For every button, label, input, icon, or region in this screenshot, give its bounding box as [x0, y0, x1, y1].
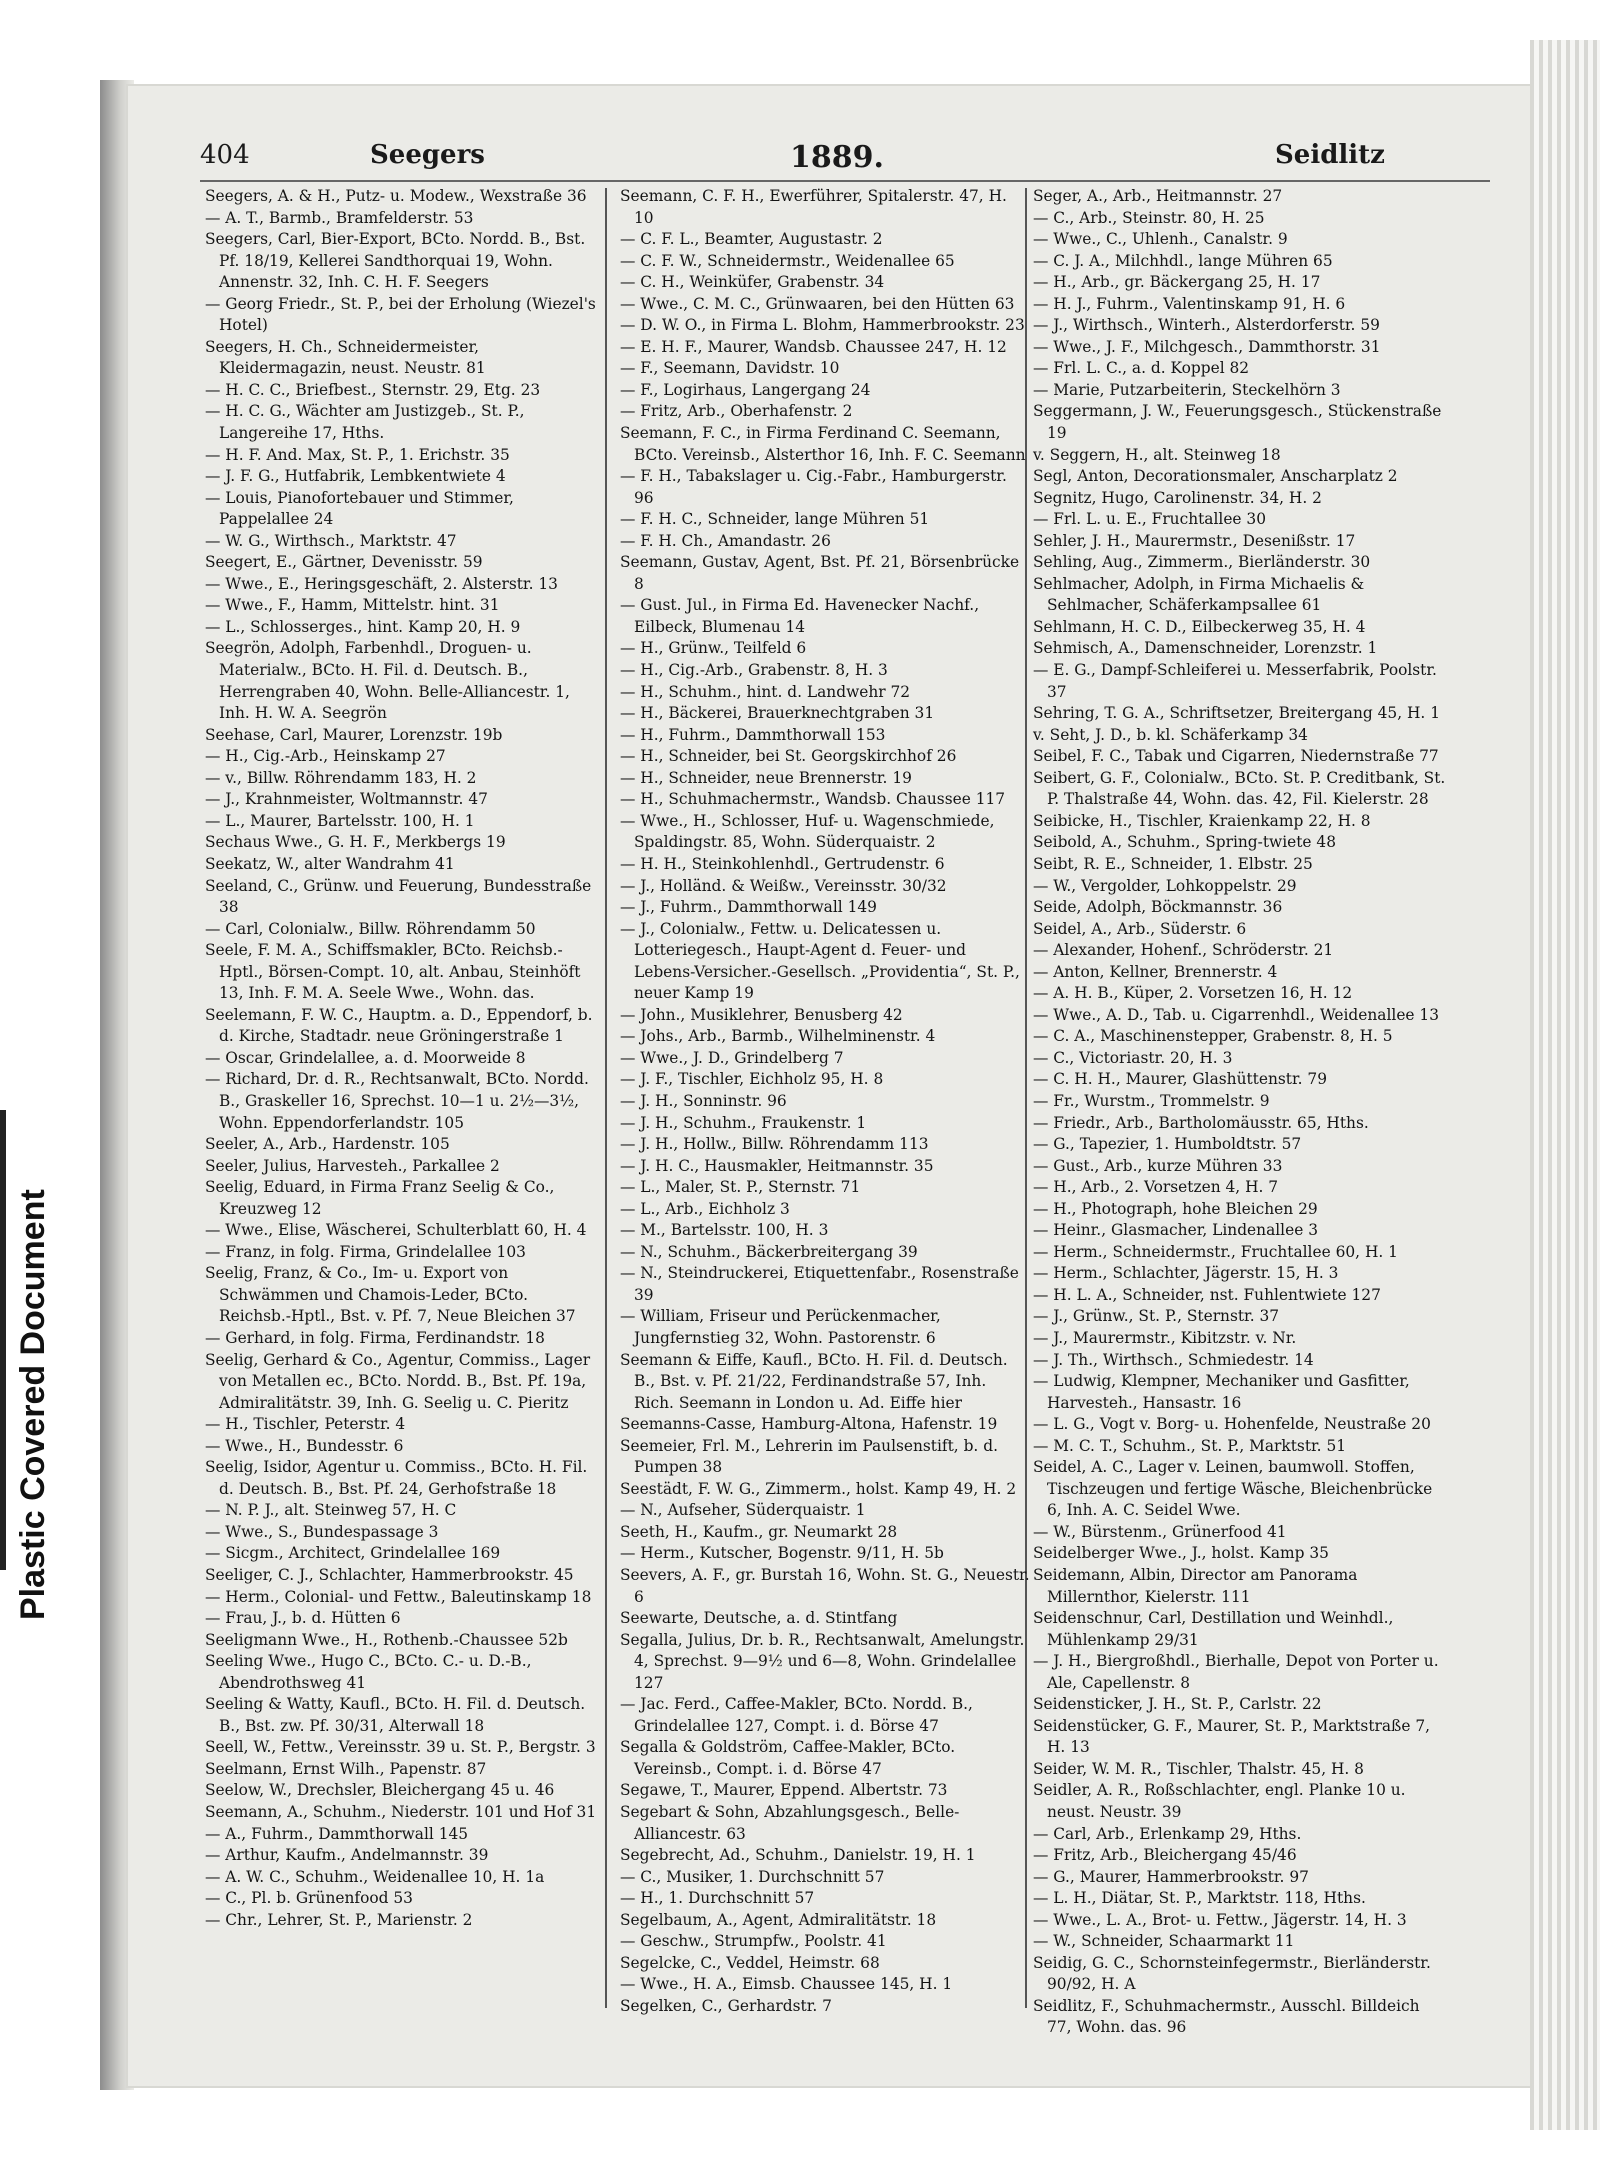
directory-entry: Seegers, Carl, Bier-Export, BCto. Nordd. B., Bst. Pf. 18/19, Kellerei Sandthorquai 19, Wohn. Annenstr. 32, Inh. C. H. F. Seegers [205, 230, 586, 292]
directory-entry: Seehase, Carl, Maurer, Lorenzstr. 19b [205, 725, 503, 744]
directory-entry: Seemann, C. F. H., Ewerführer, Spitalerstr. 47, H. 10 [620, 187, 1007, 227]
directory-entry: Sechaus Wwe., G. H. F., Merkbergs 19 [205, 833, 506, 852]
directory-entry: Seidensticker, J. H., St. P., Carlstr. 22 [1033, 1695, 1322, 1714]
directory-entry: — J. H. C., Hausmakler, Heitmannstr. 35 [620, 1156, 934, 1175]
directory-entry: v. Seht, J. D., b. kl. Schäferkamp 34 [1033, 725, 1308, 744]
directory-entry: — H., Schuhm., hint. d. Landwehr 72 [620, 682, 911, 701]
directory-entry: — Herm., Colonial- und Fettw., Baleutinskamp 18 [205, 1587, 592, 1606]
directory-entry: — H. L. A., Schneider, nst. Fuhlentwiete 127 [1033, 1285, 1381, 1304]
directory-entry: Seevers, A. F., gr. Burstah 16, Wohn. St. G., Neuestr. 6 [620, 1566, 1030, 1606]
right-running-head: Seidlitz [1275, 140, 1385, 170]
directory-entry: — Fr., Wurstm., Trommelstr. 9 [1033, 1091, 1270, 1110]
directory-entry: — Gust. Jul., in Firma Ed. Havenecker Nachf., Eilbeck, Blumenau 14 [620, 596, 980, 636]
directory-entry: Seeler, Julius, Harvesteh., Parkallee 2 [205, 1156, 500, 1175]
directory-entry: — M. C. T., Schuhm., St. P., Marktstr. 51 [1033, 1436, 1347, 1455]
directory-entry: Seemann, Gustav, Agent, Bst. Pf. 21, Börsenbrücke 8 [620, 553, 1020, 593]
directory-entry: Sehmisch, A., Damenschneider, Lorenzstr. 1 [1033, 639, 1378, 658]
directory-entry: Seidler, A. R., Roßschlachter, engl. Planke 10 u. neust. Neustr. 39 [1033, 1781, 1406, 1822]
directory-entry: Seeland, C., Grünw. und Feuerung, Bundesstraße 38 [205, 876, 592, 917]
directory-entry: — J. F. G., Hutfabrik, Lembkentwiete 4 [205, 467, 506, 486]
directory-entry: — A., Fuhrm., Dammthorwall 145 [205, 1824, 469, 1843]
column-rule-left [605, 188, 607, 2008]
directory-entry: — Johs., Arb., Barmb., Wilhelminenstr. 4 [620, 1027, 936, 1046]
directory-entry: — A. T., Barmb., Bramfelderstr. 53 [205, 208, 474, 227]
directory-entry: Seelig, Eduard, in Firma Franz Seelig & Co., Kreuzweg 12 [205, 1178, 555, 1218]
directory-entry: — John., Musiklehrer, Benusberg 42 [620, 1005, 903, 1024]
directory-entry: Seeliger, C. J., Schlachter, Hammerbrookstr. 45 [205, 1566, 574, 1584]
directory-entry: — Wwe., J. F., Milchgesch., Dammthorstr. 31 [1033, 337, 1381, 356]
directory-entry: — L., Maler, St. P., Sternstr. 71 [620, 1178, 861, 1197]
directory-entry: Segelbaum, A., Agent, Admiralitätstr. 18 [620, 1910, 937, 1929]
directory-entry: — L., Maurer, Bartelsstr. 100, H. 1 [205, 811, 475, 830]
side-label-edge [0, 1110, 6, 1570]
directory-entry: Segelken, C., Gerhardstr. 7 [620, 1996, 832, 2015]
directory-entry: Segebrecht, Ad., Schuhm., Danielstr. 19, H. 1 [620, 1846, 976, 1865]
directory-entry: Segawe, T., Maurer, Eppend. Albertstr. 73 [620, 1781, 948, 1800]
directory-entry: — Herm., Schlachter, Jägerstr. 15, H. 3 [1033, 1264, 1339, 1283]
directory-entry: — H. J., Fuhrm., Valentinskamp 91, H. 6 [1033, 294, 1346, 313]
directory-entry: Seibold, A., Schuhm., Spring-twiete 48 [1033, 833, 1337, 852]
directory-entry: Segl, Anton, Decorationsmaler, Anscharplatz 2 [1033, 467, 1398, 486]
directory-entry: — Jac. Ferd., Caffee-Makler, BCto. Nordd. B., Grindelallee 127, Compt. i. d. Börse 47 [620, 1695, 973, 1735]
directory-entry: — F., Seemann, Davidstr. 10 [620, 359, 840, 378]
directory-entry: — H., Arb., 2. Vorsetzen 4, H. 7 [1033, 1178, 1279, 1197]
directory-entry: — G., Tapezier, 1. Humboldtstr. 57 [1033, 1135, 1302, 1154]
directory-entry: — Herm., Schneidermstr., Fruchtallee 60, H. 1 [1033, 1242, 1398, 1261]
directory-entry: Seeth, H., Kaufm., gr. Neumarkt 28 [620, 1522, 898, 1541]
directory-entry: — Wwe., F., Hamm, Mittelstr. hint. 31 [205, 596, 500, 615]
directory-entry: Sehlmann, H. C. D., Eilbeckerweg 35, H. 4 [1033, 617, 1366, 636]
directory-entry: Segalla & Goldström, Caffee-Makler, BCto. Vereinsb., Compt. i. d. Börse 47 [620, 1738, 956, 1778]
directory-entry: — Wwe., L. A., Brot- u. Fettw., Jägerstr. 14, H. 3 [1033, 1910, 1407, 1929]
directory-entry: — Wwe., Elise, Wäscherei, Schulterblatt 60, H. 4 [205, 1221, 587, 1240]
directory-entry: — J., Maurermstr., Kibitzstr. v. Nr. [1033, 1328, 1297, 1347]
directory-entry: Seeling Wwe., Hugo C., BCto. C.- u. D.-B., Abendrothsweg 41 [205, 1652, 532, 1692]
directory-entry: — F. H., Tabakslager u. Cig.-Fabr., Hamburgerstr. 96 [620, 467, 1007, 507]
directory-entry: — E. G., Dampf-Schleiferei u. Messerfabrik, Poolstr. 37 [1033, 661, 1437, 701]
directory-entry: — Geschw., Strumpfw., Poolstr. 41 [620, 1932, 887, 1951]
directory-entry: — C. A., Maschinenstepper, Grabenstr. 8, H. 5 [1033, 1027, 1393, 1046]
directory-entry: — J., Holländ. & Weißw., Vereinsstr. 30/32 [620, 876, 947, 895]
directory-entry: — Wwe., H. A., Eimsb. Chaussee 145, H. 1 [620, 1975, 953, 1994]
directory-entry: — Georg Friedr., St. P., bei der Erholung (Wiezel's Hotel) [205, 294, 596, 335]
directory-entry: — Oscar, Grindelallee, a. d. Moorweide 8 [205, 1048, 526, 1067]
directory-entry: — H., Bäckerei, Brauerknechtgraben 31 [620, 704, 935, 723]
directory-entry: — C., Pl. b. Grünenfood 53 [205, 1889, 413, 1908]
directory-entry: — J. F., Tischler, Eichholz 95, H. 8 [620, 1070, 884, 1089]
directory-entry: — L., Schlosserges., hint. Kamp 20, H. 9 [205, 617, 521, 636]
year-heading: 1889. [790, 140, 884, 175]
directory-entry: — W. G., Wirthsch., Marktstr. 47 [205, 531, 457, 550]
directory-entry: Seeligmann Wwe., H., Rothenb.-Chaussee 52b [205, 1630, 568, 1649]
column-middle [620, 186, 1030, 2026]
directory-entry: Sehling, Aug., Zimmerm., Bierländerstr. 30 [1033, 553, 1371, 572]
directory-entry: Seele, F. M. A., Schiffsmakler, BCto. Reichsb.-Hptl., Börsen-Compt. 10, alt. Anbau, Steinhöft 13, Inh. F. M. A. Seele Wwe., Wohn. das. [205, 941, 581, 1003]
directory-entry: — H., Photograph, hohe Bleichen 29 [1033, 1199, 1318, 1218]
directory-entry: Seemanns-Casse, Hamburg-Altona, Hafenstr. 19 [620, 1415, 998, 1434]
directory-entry: Seidenschnur, Carl, Destillation und Weinhdl., Mühlenkamp 29/31 [1033, 1609, 1394, 1649]
directory-entry: — Fritz, Arb., Bleichergang 45/46 [1033, 1846, 1297, 1865]
directory-entry: — H. C. C., Briefbest., Sternstr. 29, Etg. 23 [205, 380, 541, 399]
directory-entry: — H., Fuhrm., Dammthorwall 153 [620, 725, 886, 744]
directory-entry: Seide, Adolph, Böckmannstr. 36 [1033, 898, 1283, 917]
directory-entry: Seemeier, Frl. M., Lehrerin im Paulsenstift, b. d. Pumpen 38 [620, 1436, 998, 1477]
directory-entry: — H., Grünw., Teilfeld 6 [620, 639, 807, 658]
directory-entry: — Wwe., H., Schlosser, Huf- u. Wagenschmiede, Spaldingstr. 85, Wohn. Süderquaistr. 2 [620, 811, 995, 852]
directory-entry: — Heinr., Glasmacher, Lindenallee 3 [1033, 1221, 1318, 1240]
directory-entry: — Arthur, Kaufm., Andelmannstr. 39 [205, 1846, 489, 1865]
directory-entry: Seeling & Watty, Kaufl., BCto. H. Fil. d. Deutsch. B., Bst. zw. Pf. 30/31, Alterwall 18 [205, 1695, 586, 1735]
directory-entry: — H., Cig.-Arb., Heinskamp 27 [205, 747, 446, 766]
page-stack-edge [1530, 40, 1600, 2130]
directory-entry: — L. G., Vogt v. Borg- u. Hohenfelde, Neustraße 20 [1033, 1415, 1431, 1434]
directory-entry: — M., Bartelsstr. 100, H. 3 [620, 1221, 829, 1240]
directory-entry: Seelemann, F. W. C., Hauptm. a. D., Eppendorf, b. d. Kirche, Stadtadr. neue Gröningerstraße 1 [205, 1005, 593, 1046]
directory-entry: — Herm., Kutscher, Bogenstr. 9/11, H. 5b [620, 1544, 944, 1563]
directory-entry: — W., Vergolder, Lohkoppelstr. 29 [1033, 876, 1297, 895]
directory-entry: Segnitz, Hugo, Carolinenstr. 34, H. 2 [1033, 488, 1322, 507]
directory-entry: — W., Bürstenm., Grünerfood 41 [1033, 1522, 1287, 1541]
directory-entry: — L. H., Diätar, St. P., Marktstr. 118, Hths. [1033, 1889, 1366, 1908]
directory-entry: Segalla, Julius, Dr. b. R., Rechtsanwalt, Amelungstr. 4, Sprechst. 9—9½ und 6—8, Wohn. Grindelallee 127 [620, 1630, 1025, 1692]
directory-entry: — C., Victoriastr. 20, H. 3 [1033, 1048, 1233, 1067]
directory-entry: Seidelberger Wwe., J., holst. Kamp 35 [1033, 1544, 1329, 1563]
directory-entry: — H., 1. Durchschnitt 57 [620, 1889, 815, 1908]
directory-entry: — Franz, in folg. Firma, Grindelallee 103 [205, 1242, 526, 1261]
directory-entry: Segelcke, C., Veddel, Heimstr. 68 [620, 1953, 880, 1972]
directory-entry: Seelig, Franz, & Co., Im- u. Export von Schwämmen und Chamois-Leder, BCto. Reichsb.-Hptl., Bst. v. Pf. 7, Neue Bleichen 37 [205, 1264, 576, 1326]
directory-entry: — Wwe., J. D., Grindelberg 7 [620, 1048, 844, 1067]
directory-entry: — D. W. O., in Firma L. Blohm, Hammerbrookstr. 23 [620, 316, 1025, 335]
directory-entry: Seemann, A., Schuhm., Niederstr. 101 und Hof 31 [205, 1803, 597, 1822]
directory-entry: — J. H., Schuhm., Fraukenstr. 1 [620, 1113, 867, 1132]
directory-entry: — C., Arb., Steinstr. 80, H. 25 [1033, 208, 1265, 227]
directory-entry: — C. F. L., Beamter, Augustastr. 2 [620, 230, 883, 249]
directory-entry: Seibert, G. F., Colonialw., BCto. St. P. Creditbank, St. P. Thalstraße 44, Wohn. das. 42, Fil. Kielerstr. 28 [1033, 768, 1446, 809]
directory-entry: — H. C. G., Wächter am Justizgeb., St. P., Langereihe 17, Hths. [205, 402, 525, 443]
column-left [205, 186, 600, 2026]
directory-entry: — Wwe., H., Bundesstr. 6 [205, 1436, 404, 1455]
directory-entry: — Wwe., S., Bundespassage 3 [205, 1522, 439, 1541]
directory-entry: — Wwe., A. D., Tab. u. Cigarrenhdl., Weidenallee 13 [1033, 1005, 1440, 1024]
directory-entry: — F., Logirhaus, Langergang 24 [620, 380, 871, 399]
plastic-covered-label: Plastic Covered Document [14, 1189, 52, 1620]
directory-entry: Seidel, A., Arb., Süderstr. 6 [1033, 919, 1247, 938]
directory-entry: — J., Colonialw., Fettw. u. Delicatessen u. Lotteriegesch., Haupt-Agent d. Feuer- und Lebens-Versicher.-Gesellsch. „Providentia“, St. P., neuer Kamp 19 [620, 919, 1020, 1003]
directory-entry: — Alexander, Hohenf., Schröderstr. 21 [1033, 941, 1334, 960]
directory-entry: Seidel, A. C., Lager v. Leinen, baumwoll. Stoffen, Tischzeugen und fertige Wäsche, Bleichenbrücke 6, Inh. A. C. Seidel Wwe. [1033, 1458, 1433, 1520]
directory-entry: — Marie, Putzarbeiterin, Steckelhörn 3 [1033, 380, 1341, 399]
directory-entry: — J., Wirthsch., Winterh., Alsterdorferstr. 59 [1033, 316, 1380, 335]
directory-entry: Seemann, F. C., in Firma Ferdinand C. Seemann, BCto. Vereinsb., Alsterthor 16, Inh. F. C. Seemann [620, 424, 1026, 464]
directory-entry: Seidenstücker, G. F., Maurer, St. P., Marktstraße 7, H. 13 [1033, 1716, 1431, 1757]
directory-entry: — W., Schneider, Schaarmarkt 11 [1033, 1932, 1295, 1951]
directory-entry: — H., Schneider, bei St. Georgskirchhof 26 [620, 747, 957, 766]
directory-entry: Seelow, W., Drechsler, Bleichergang 45 u. 46 [205, 1781, 555, 1800]
directory-entry: — Ludwig, Klempner, Mechaniker und Gasfitter, Harvesteh., Hansastr. 16 [1033, 1372, 1410, 1412]
directory-entry: Seegert, E., Gärtner, Devenisstr. 59 [205, 553, 483, 572]
directory-entry: — H., Cig.-Arb., Grabenstr. 8, H. 3 [620, 661, 888, 680]
directory-entry: — Friedr., Arb., Bartholomäusstr. 65, Hths. [1033, 1113, 1369, 1132]
directory-entry: — Louis, Pianofortebauer und Stimmer, Pappelallee 24 [205, 488, 514, 529]
directory-entry: — v., Billw. Röhrendamm 183, H. 2 [205, 768, 477, 787]
directory-entry: — C. H., Weinküfer, Grabenstr. 34 [620, 273, 885, 292]
directory-entry: — Fritz, Arb., Oberhafenstr. 2 [620, 402, 853, 421]
directory-entry: — C. F. W., Schneidermstr., Weidenallee 65 [620, 251, 955, 270]
directory-entry: Seemann & Eiffe, Kaufl., BCto. H. Fil. d. Deutsch. B., Bst. v. Pf. 21/22, Ferdinandstraße 57, Inh. Rich. Seemann in London u. Ad. Eiffe hier [620, 1350, 1008, 1412]
directory-entry: — H. H., Steinkohlenhdl., Gertrudenstr. 6 [620, 854, 945, 873]
directory-entry: — C. H. H., Maurer, Glashüttenstr. 79 [1033, 1070, 1327, 1089]
directory-entry: Seegrön, Adolph, Farbenhdl., Droguen- u. Materialw., BCto. H. Fil. d. Deutsch. B., Herrengraben 40, Wohn. Belle-Alliancestr. 1, Inh. H. W. A. Seegrön [205, 639, 570, 723]
directory-entry: — Richard, Dr. d. R., Rechtsanwalt, BCto. Nordd. B., Graskeller 16, Sprechst. 10—1 u. 2½—3½, Wohn. Eppendorferlandstr. 105 [205, 1070, 589, 1132]
directory-entry: Seekatz, W., alter Wandrahm 41 [205, 854, 455, 873]
directory-entry: — H., Tischler, Peterstr. 4 [205, 1415, 406, 1434]
directory-entry: — L., Arb., Eichholz 3 [620, 1199, 790, 1218]
directory-entry: — H., Schneider, neue Brennerstr. 19 [620, 768, 912, 787]
directory-entry: — N., Steindruckerei, Etiquettenfabr., Rosenstraße 39 [620, 1264, 1019, 1304]
directory-entry: — Anton, Kellner, Brennerstr. 4 [1033, 962, 1278, 981]
directory-entry: Sehler, J. H., Maurermstr., Desenißstr. 17 [1033, 531, 1356, 550]
page-number: 404 [200, 140, 250, 170]
directory-entry: — A. W. C., Schuhm., Weidenallee 10, H. 1a [205, 1867, 545, 1886]
directory-entry: — Gerhard, in folg. Firma, Ferdinandstr. 18 [205, 1328, 545, 1347]
directory-entry: — J., Fuhrm., Dammthorwall 149 [620, 898, 877, 917]
directory-entry: Seell, W., Fettw., Vereinsstr. 39 u. St. P., Bergstr. 3 [205, 1738, 596, 1757]
directory-entry: — Carl, Arb., Erlenkamp 29, Hths. [1033, 1824, 1302, 1843]
directory-entry: — Wwe., C., Uhlenh., Canalstr. 9 [1033, 230, 1288, 249]
directory-entry: Seidlitz, F., Schuhmachermstr., Ausschl. Billdeich 77, Wohn. das. 96 [1033, 1996, 1420, 2037]
directory-entry: — J. Th., Wirthsch., Schmiedestr. 14 [1033, 1350, 1314, 1369]
directory-entry: — Sicgm., Architect, Grindelallee 169 [205, 1544, 501, 1563]
directory-entry: — J., Grünw., St. P., Sternstr. 37 [1033, 1307, 1280, 1326]
directory-entry: — J., Krahnmeister, Woltmannstr. 47 [205, 790, 488, 809]
directory-entry: — J. H., Hollw., Billw. Röhrendamm 113 [620, 1135, 929, 1154]
directory-entry: — N. P. J., alt. Steinweg 57, H. C [205, 1501, 457, 1520]
directory-entry: — J. H., Sonninstr. 96 [620, 1091, 787, 1110]
directory-entry: — H., Arb., gr. Bäckergang 25, H. 17 [1033, 273, 1321, 292]
directory-entry: — Wwe., E., Heringsgeschäft, 2. Alsterstr. 13 [205, 574, 558, 593]
directory-entry: — G., Maurer, Hammerbrookstr. 97 [1033, 1867, 1309, 1886]
directory-entry: Seidig, G. C., Schornsteinfegermstr., Bierländerstr. 90/92, H. A [1033, 1953, 1431, 1994]
directory-entry: Seewarte, Deutsche, a. d. Stintfang [620, 1609, 898, 1628]
directory-entry: Seelmann, Ernst Wilh., Papenstr. 87 [205, 1759, 487, 1778]
directory-entry: — C. J. A., Milchhdl., lange Mühren 65 [1033, 251, 1333, 270]
directory-entry: Seibel, F. C., Tabak und Cigarren, Niedernstraße 77 [1033, 747, 1439, 766]
directory-entry: Seegers, A. & H., Putz- u. Modew., Wexstraße 36 [205, 187, 587, 205]
left-running-head: Seegers [370, 140, 485, 170]
directory-entry: — F. H. Ch., Amandastr. 26 [620, 531, 831, 550]
directory-entry: — William, Friseur und Perückenmacher, Jungfernstieg 32, Wohn. Pastorenstr. 6 [620, 1307, 941, 1347]
directory-entry: — A. H. B., Küper, 2. Vorsetzen 16, H. 12 [1033, 984, 1353, 1003]
page-header [200, 140, 1500, 190]
directory-entry: — Chr., Lehrer, St. P., Marienstr. 2 [205, 1910, 473, 1929]
directory-entry: — Frl. L. C., a. d. Koppel 82 [1033, 359, 1250, 378]
directory-entry: Seelig, Gerhard & Co., Agentur, Commiss., Lager von Metallen ec., BCto. Nordd. B., Bst. Pf. 19a, Admiralitätstr. 39, Inh. G. Seelig u. C. Pieritz [205, 1350, 591, 1412]
directory-entry: — Frau, J., b. d. Hütten 6 [205, 1609, 401, 1628]
directory-entry: — J. H., Biergroßhdl., Bierhalle, Depot von Porter u. Ale, Capellenstr. 8 [1033, 1652, 1439, 1692]
directory-entry: Seidemann, Albin, Director am Panorama Millernthor, Kielerstr. 111 [1033, 1566, 1358, 1606]
directory-entry: — Carl, Colonialw., Billw. Röhrendamm 50 [205, 919, 536, 938]
directory-entry: Seibt, R. E., Schneider, 1. Elbstr. 25 [1033, 854, 1313, 873]
directory-entry: Seelig, Isidor, Agentur u. Commiss., BCto. H. Fil. d. Deutsch. B., Bst. Pf. 24, Gerhofstraße 18 [205, 1458, 588, 1498]
directory-entry: — N., Schuhm., Bäckerbreitergang 39 [620, 1242, 918, 1261]
header-rule [200, 180, 1490, 182]
directory-entry: Seegers, H. Ch., Schneidermeister, Kleidermagazin, neust. Neustr. 81 [205, 337, 486, 378]
directory-entry: — F. H. C., Schneider, lange Mühren 51 [620, 510, 930, 529]
directory-entry: — H., Schuhmachermstr., Wandsb. Chaussee 117 [620, 790, 1006, 809]
directory-entry: Seggermann, J. W., Feuerungsgesch., Stückenstraße 19 [1033, 402, 1442, 443]
column-right [1033, 186, 1448, 2037]
directory-entry: — H. F. And. Max, St. P., 1. Erichstr. 35 [205, 445, 510, 464]
directory-entry: Seger, A., Arb., Heitmannstr. 27 [1033, 187, 1283, 205]
directory-entry: — E. H. F., Maurer, Wandsb. Chaussee 247, H. 12 [620, 337, 1007, 356]
directory-entry: v. Seggern, H., alt. Steinweg 18 [1033, 445, 1281, 464]
directory-entry: Sehlmacher, Adolph, in Firma Michaelis & Sehlmacher, Schäferkampsallee 61 [1033, 574, 1365, 615]
directory-entry: Sehring, T. G. A., Schriftsetzer, Breitergang 45, H. 1 [1033, 704, 1440, 723]
directory-entry: — N., Aufseher, Süderquaistr. 1 [620, 1501, 866, 1520]
directory-entry: — Gust., Arb., kurze Mühren 33 [1033, 1156, 1283, 1175]
directory-entry: Seibicke, H., Tischler, Kraienkamp 22, H. 8 [1033, 811, 1371, 830]
directory-entry: Seider, W. M. R., Tischler, Thalstr. 45, H. 8 [1033, 1759, 1364, 1778]
directory-entry: Seestädt, F. W. G., Zimmerm., holst. Kamp 49, H. 2 [620, 1479, 1017, 1498]
directory-entry: Segebart & Sohn, Abzahlungsgesch., Belle-Alliancestr. 63 [620, 1803, 960, 1843]
directory-entry: Seeler, A., Arb., Hardenstr. 105 [205, 1135, 450, 1154]
directory-entry: — Wwe., C. M. C., Grünwaaren, bei den Hütten 63 [620, 294, 1015, 313]
directory-entry: — Frl. L. u. E., Fruchtallee 30 [1033, 510, 1267, 529]
directory-entry: — C., Musiker, 1. Durchschnitt 57 [620, 1867, 885, 1886]
